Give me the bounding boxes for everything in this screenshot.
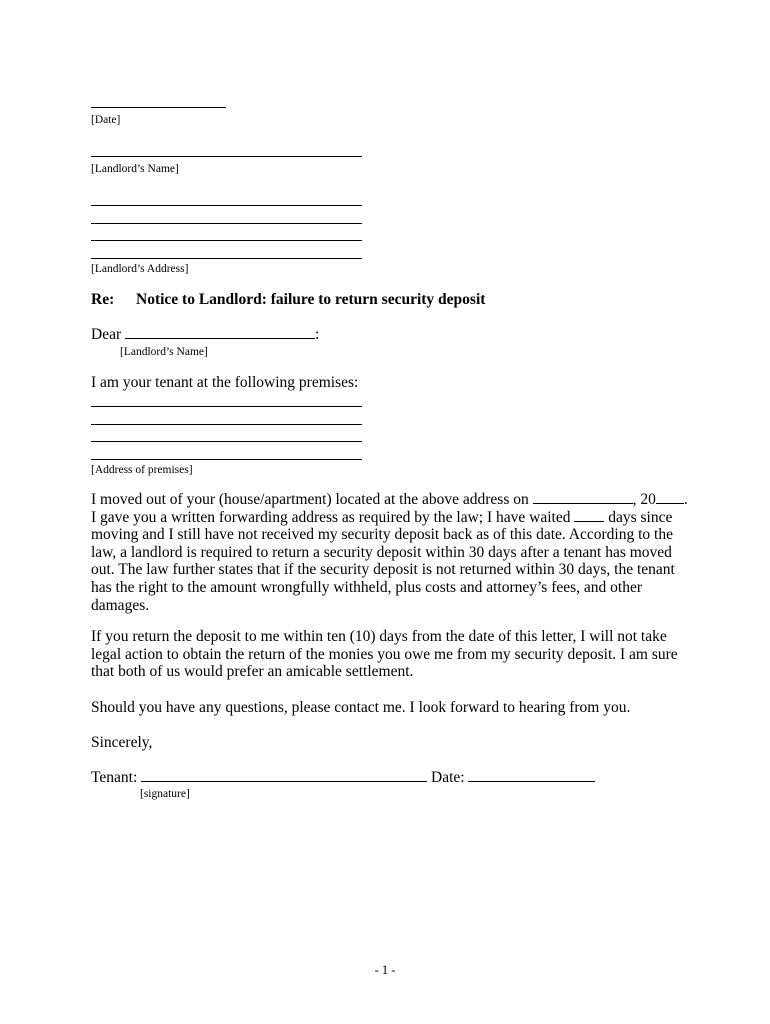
days-waited-blank[interactable]	[574, 509, 604, 522]
move-out-date-blank[interactable]	[533, 491, 633, 504]
date-line[interactable]	[91, 107, 226, 108]
premises-line-3[interactable]	[91, 441, 362, 442]
landlord-address-line-3[interactable]	[91, 240, 362, 241]
paragraph2-line-1: If you return the deposit to me within ten (10) days from the date of this letter, I will not take	[91, 628, 667, 645]
move-out-year-blank[interactable]	[656, 491, 684, 504]
paragraph1-line-6: has the right to the amount wrongfully withheld, plus costs and attorney’s fees, and other	[91, 578, 642, 596]
closing: Sincerely,	[91, 734, 153, 751]
premises-line-1[interactable]	[91, 406, 362, 407]
paragraph1-line-3: moving and I still have not received my security deposit back as of this date. According to the	[91, 526, 673, 544]
premises-label: [Address of premises]	[91, 464, 193, 476]
tenant-label: Tenant:	[91, 769, 138, 786]
re-label: Re:	[91, 291, 115, 308]
paragraph1-line-2: I gave you a written forwarding address as required by the law; I have waited days since	[91, 508, 673, 526]
paragraph1-line-7: damages.	[91, 596, 150, 614]
premises-line-4[interactable]	[91, 459, 362, 460]
paragraph1-line-1: I moved out of your (house/apartment) located at the above address on , 20 .	[91, 491, 688, 508]
paragraph-deposit-return	[91, 628, 701, 681]
dear-word: Dear	[91, 326, 122, 343]
page-number: - 1 -	[374, 963, 396, 977]
landlord-name-label: [Landlord’s Name]	[91, 163, 179, 175]
paragraph1-line-4: law, a landlord is required to return a security deposit within 30 days after a tenant has moved	[91, 543, 672, 561]
paragraph-questions: Should you have any questions, please contact me. I look forward to hearing from you.	[91, 699, 631, 716]
landlord-address-line-4[interactable]	[91, 258, 362, 259]
landlord-address-label: [Landlord’s Address]	[91, 263, 189, 275]
landlord-address-line-2[interactable]	[91, 223, 362, 224]
paragraph-move-out	[91, 491, 701, 614]
signature-date-blank[interactable]	[468, 769, 595, 782]
signature-label: [signature]	[140, 788, 190, 800]
tenant-intro: I am your tenant at the following premises:	[91, 374, 359, 391]
salutation	[91, 326, 319, 344]
paragraph1-line-5: out. The law further states that if the security deposit is not returned within 30 days, the tenant	[91, 561, 675, 579]
tenant-signature-blank[interactable]	[141, 769, 427, 782]
date-label: [Date]	[91, 114, 121, 126]
signature-row	[91, 769, 595, 787]
salutation-name-blank[interactable]	[125, 326, 315, 339]
salutation-colon: :	[315, 326, 320, 343]
landlord-address-line-1[interactable]	[91, 205, 362, 206]
paragraph2-line-2: legal action to obtain the return of the monies you owe me from my security deposit. I am sure	[91, 645, 678, 663]
signature-date-label: Date:	[431, 769, 465, 786]
landlord-name-line[interactable]	[91, 156, 362, 157]
subject-heading: Notice to Landlord: failure to return security deposit	[136, 291, 486, 308]
premises-line-2[interactable]	[91, 424, 362, 425]
paragraph2-line-3: that both of us would prefer an amicable settlement.	[91, 663, 414, 681]
salutation-name-label: [Landlord’s Name]	[120, 346, 208, 358]
